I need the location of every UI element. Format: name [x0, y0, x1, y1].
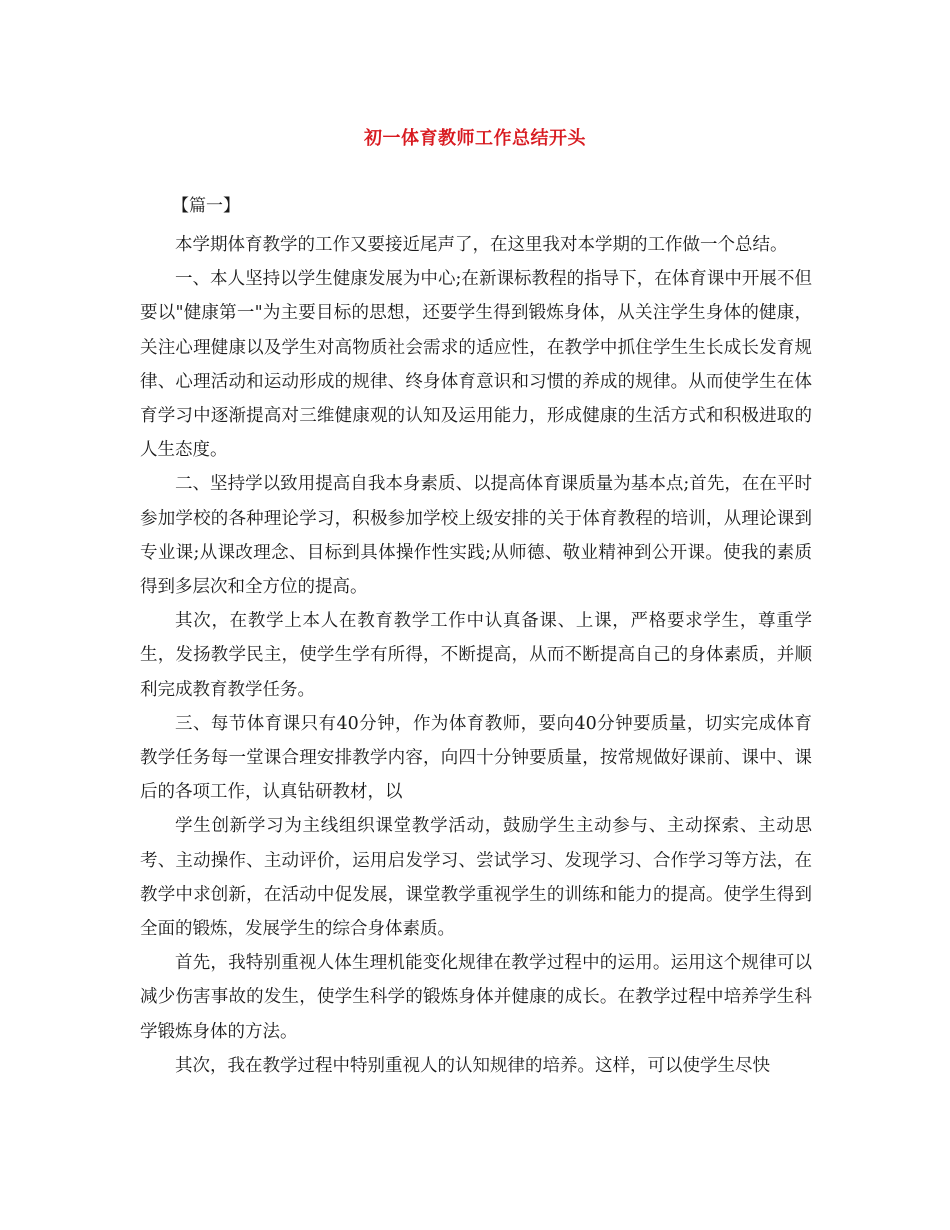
paragraph: 其次，在教学上本人在教育教学工作中认真备课、上课，严格要求学生，尊重学生，发扬教学民主，使学生学有所得，不断提高，从而不断提高自己的身体素质，并顺利完成教育教学任务。 — [140, 611, 812, 700]
paragraph: 其次，我在教学过程中特别重视人的认知规律的培养。这样，可以使学生尽快 — [175, 1055, 770, 1076]
document-title: 初一体育教师工作总结开头 — [364, 128, 586, 149]
paragraph: 学生创新学习为主线组织课堂教学活动，鼓励学生主动参与、主动探索、主动思考、主动操作、主动评价，运用启发学习、尝试学习、发现学习、合作学习等方法，在教学中求创新，在活动中促发展，课堂教学重视学生的训练和能力的提高。使学生得到全面的锻炼，发展学生的综合身体素质。 — [140, 816, 812, 940]
section-label: 【篇一】 — [172, 196, 240, 216]
paragraph: 一、本人坚持以学生健康发展为中心;在新课标教程的指导下，在体育课中开展不但要以"健康第一"为主要目标的思想，还要学生得到锻炼身体，从关注学生身体的健康，关注心理健康以及学生对高物质社会需求的适应性，在教学中抓住学生生长成长发育规律、心理活动和运动形成的规律、终身体育意识和习惯的养成的规律。从而使学生在体育学习中逐渐提高对三维健康观的认知及运用能力，形成健康的生活方式和积极进取的人生态度。 — [140, 269, 812, 461]
paragraph: 三、每节体育课只有40分钟，作为体育教师，要向40分钟要质量，切实完成体育教学任务每一堂课合理安排教学内容，向四十分钟要质量，按常规做好课前、课中、课后的各项工作，认真钻研教材，以 — [140, 713, 812, 803]
document-body — [140, 228, 812, 1083]
paragraph: 本学期体育教学的工作又要接近尾声了，在这里我对本学期的工作做一个总结。 — [175, 235, 788, 255]
paragraph: 首先，我特别重视人体生理机能变化规律在教学过程中的运用。运用这个规律可以减少伤害事故的发生，使学生科学的锻炼身体并健康的成长。在教学过程中培养学生科学锻炼身体的方法。 — [140, 953, 812, 1042]
paragraph: 二、坚持学以致用提高自我本身素质、以提高体育课质量为基本点;首先，在在平时参加学校的各种理论学习，积极参加学校上级安排的关于体育教程的培训，从理论课到专业课;从课改理念、目标到具体操作性实践;从师德、敬业精神到公开课。使我的素质得到多层次和全方位的提高。 — [140, 474, 812, 598]
